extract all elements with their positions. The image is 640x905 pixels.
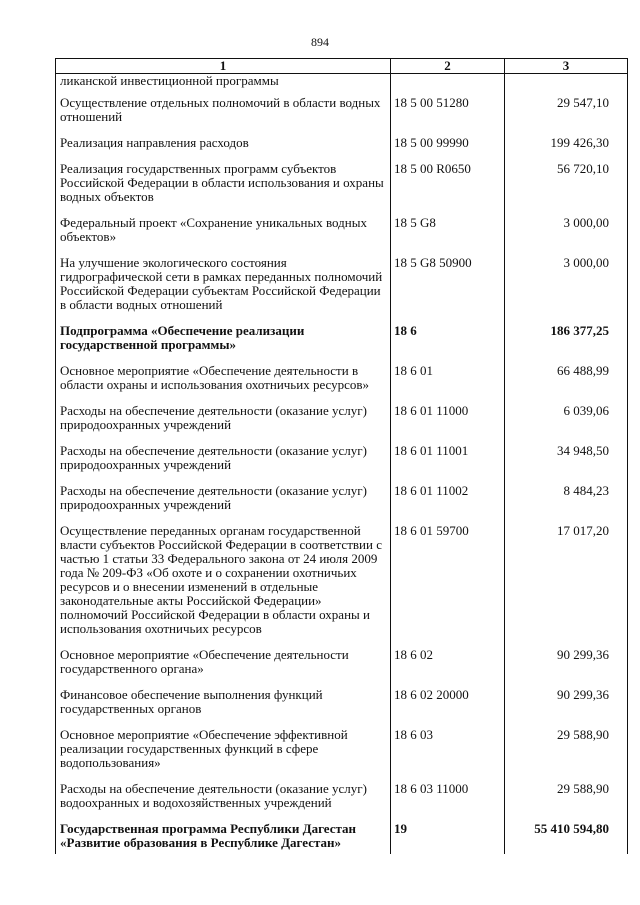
row-name: Финансовое обеспечение выполнения функций государственных органов [56, 688, 391, 728]
table-row [56, 136, 628, 162]
table-row [56, 256, 628, 324]
row-name: Расходы на обеспечение деятельности (оказание услуг) природоохранных учреждений [56, 484, 391, 524]
row-code: 18 6 01 59700 [391, 524, 505, 648]
row-amount: 29 547,10 [505, 96, 628, 136]
row-amount: 56 720,10 [505, 162, 628, 216]
table-row [56, 648, 628, 688]
table-row [56, 524, 628, 648]
row-name: Расходы на обеспечение деятельности (оказание услуг) природоохранных учреждений [56, 404, 391, 444]
row-amount: 29 588,90 [505, 782, 628, 822]
row-amount: 8 484,23 [505, 484, 628, 524]
row-code: 18 6 02 [391, 648, 505, 688]
row-amount: 17 017,20 [505, 524, 628, 648]
row-amount: 55 410 594,80 [505, 822, 628, 854]
page-number: 894 [311, 35, 329, 49]
row-name: Основное мероприятие «Обеспечение деятельности государственного органа» [56, 648, 391, 688]
row-code: 18 5 G8 [391, 216, 505, 256]
table-row-subprogram [56, 324, 628, 364]
row-code: 18 5 G8 50900 [391, 256, 505, 324]
row-amount [505, 74, 628, 97]
column-header-3: 3 [505, 59, 628, 74]
row-name: Основное мероприятие «Обеспечение деятельности в области охраны и использования охотничьих ресурсов» [56, 364, 391, 404]
table-header-row [56, 59, 628, 74]
row-code: 18 6 03 [391, 728, 505, 782]
row-name: Осуществление отдельных полномочий в области водных отношений [56, 96, 391, 136]
row-name: Основное мероприятие «Обеспечение эффективной реализации государственных функций в сфере водопользования» [56, 728, 391, 782]
row-amount: 6 039,06 [505, 404, 628, 444]
row-code: 18 6 01 11002 [391, 484, 505, 524]
row-amount: 90 299,36 [505, 648, 628, 688]
table-row [56, 74, 628, 97]
row-amount: 199 426,30 [505, 136, 628, 162]
table-row [56, 728, 628, 782]
table-row [56, 404, 628, 444]
row-name: Государственная программа Республики Дагестан «Развитие образования в Республике Дагестан» [56, 822, 391, 854]
row-name: Расходы на обеспечение деятельности (оказание услуг) природоохранных учреждений [56, 444, 391, 484]
row-name: Федеральный проект «Сохранение уникальных водных объектов» [56, 216, 391, 256]
row-name: ликанской инвестиционной программы [56, 74, 391, 97]
row-name: Реализация направления расходов [56, 136, 391, 162]
row-name: Реализация государственных программ субъектов Российской Федерации в области использования и охраны водных объектов [56, 162, 391, 216]
row-name: Осуществление переданных органам государственной власти субъектов Российской Федерации в соответствии с частью 1 статьи 33 Федерального закона от 24 июля 2009 года № 209-ФЗ «Об охоте и о сохранении охотничьих ресурсов и о внесении изменений в отдельные законодательные акты Российской Федерации» полномочий Российской Федерации в области охраны и использования охотничьих ресурсов [56, 524, 391, 648]
row-code: 18 5 00 51280 [391, 96, 505, 136]
row-amount: 3 000,00 [505, 256, 628, 324]
row-name: Расходы на обеспечение деятельности (оказание услуг) водоохранных и водохозяйственных учреждений [56, 782, 391, 822]
row-code: 18 6 [391, 324, 505, 364]
row-code: 19 [391, 822, 505, 854]
row-code: 18 6 01 11000 [391, 404, 505, 444]
row-name: Подпрограмма «Обеспечение реализации государственной программы» [56, 324, 391, 364]
table-row [56, 162, 628, 216]
row-amount: 29 588,90 [505, 728, 628, 782]
row-amount: 34 948,50 [505, 444, 628, 484]
row-amount: 186 377,25 [505, 324, 628, 364]
table-row [56, 96, 628, 136]
row-code [391, 74, 505, 97]
table-row [56, 216, 628, 256]
table-row [56, 364, 628, 404]
row-code: 18 6 03 11000 [391, 782, 505, 822]
table-row [56, 688, 628, 728]
row-code: 18 5 00 99990 [391, 136, 505, 162]
table-row-program [56, 822, 628, 854]
row-code: 18 6 01 [391, 364, 505, 404]
table-row [56, 444, 628, 484]
row-code: 18 5 00 R0650 [391, 162, 505, 216]
table-row [56, 484, 628, 524]
row-code: 18 6 01 11001 [391, 444, 505, 484]
row-amount: 90 299,36 [505, 688, 628, 728]
column-header-1: 1 [56, 59, 391, 74]
budget-table [55, 58, 628, 854]
table-row [56, 782, 628, 822]
column-header-2: 2 [391, 59, 505, 74]
row-name: На улучшение экологического состояния гидрографической сети в рамках переданных полномочий Российской Федерации субъектам Российской Федерации в области водных отношений [56, 256, 391, 324]
row-amount: 3 000,00 [505, 216, 628, 256]
row-amount: 66 488,99 [505, 364, 628, 404]
row-code: 18 6 02 20000 [391, 688, 505, 728]
